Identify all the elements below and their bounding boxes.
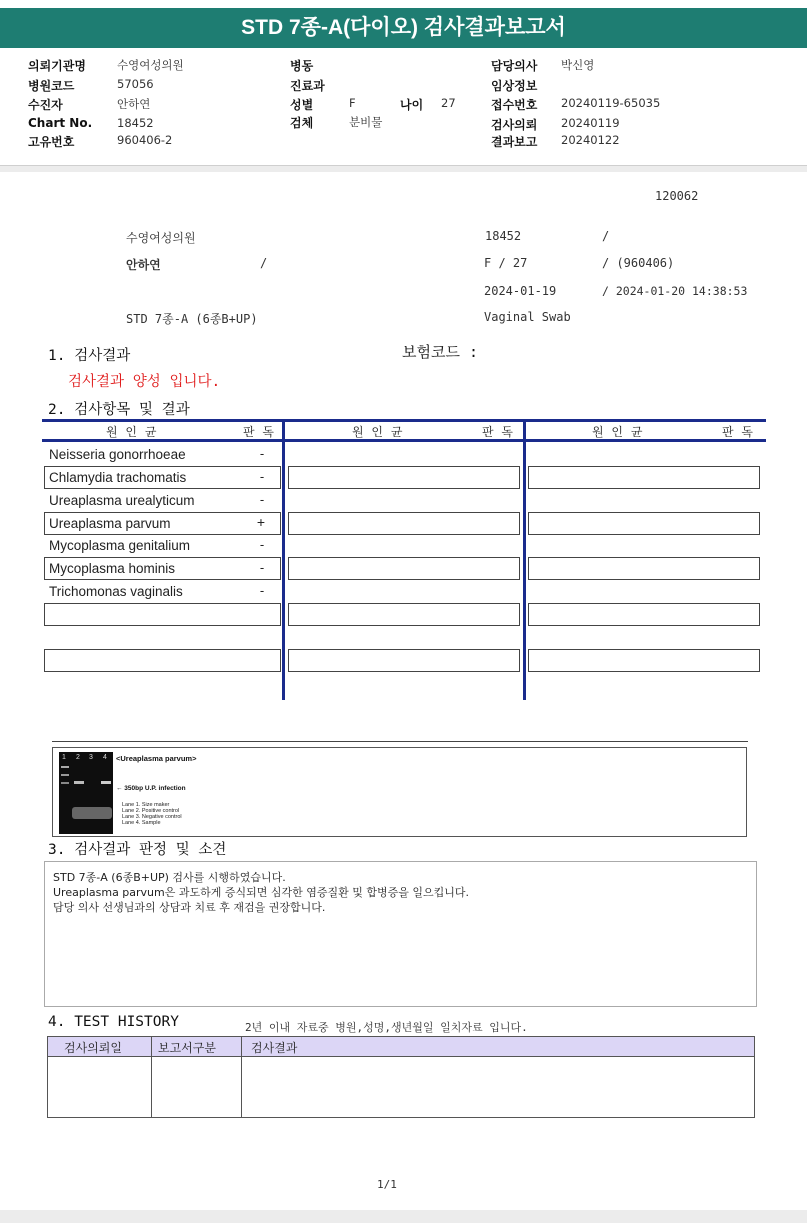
dept-label: 진료과	[290, 79, 325, 93]
opinion-box	[44, 861, 757, 1007]
receipt-value: 20240119-65035	[561, 96, 661, 110]
gel-legend-item: Lane 3. Negative control	[122, 814, 182, 820]
section-4-title: 4. TEST HISTORY	[48, 1014, 179, 1030]
doctor-value: 박신영	[561, 58, 595, 72]
doctor-label: 담당의사	[491, 59, 538, 73]
lane-label: 3	[89, 754, 93, 761]
specimen-value: 분비물	[349, 115, 383, 129]
history-note: 2년 이내 자료중 병원,성명,생년월일 일치자료 입니다.	[245, 1021, 528, 1034]
request-label: 검사의뢰	[491, 118, 538, 132]
history-col-result: 검사결과	[251, 1041, 298, 1055]
table-row-box	[288, 603, 520, 626]
table-row-box	[288, 649, 520, 672]
request-value: 20240119	[561, 116, 620, 130]
gel-band	[61, 766, 69, 768]
receipt-label: 접수번호	[491, 98, 538, 112]
col-pathogen-3: 원 인 균	[592, 425, 645, 439]
age-label: 나이	[400, 98, 424, 112]
table-row-box	[288, 466, 520, 489]
table-row-box	[528, 466, 760, 489]
report-date-label: 결과보고	[491, 135, 538, 149]
table-row-box	[44, 603, 281, 626]
pathogen-name: Neisseria gonorrhoeae	[49, 447, 186, 462]
history-col-report-type: 보고서구분	[158, 1041, 216, 1055]
pathogen-result: -	[259, 560, 265, 575]
opinion-line: STD 7종-A (6종B+UP) 검사를 시행하였습니다.	[53, 871, 286, 884]
report-test-name: STD 7종-A (6종B+UP)	[126, 312, 258, 326]
specimen-label: 검체	[290, 116, 314, 130]
pathogen-name-positive: Ureaplasma parvum	[49, 516, 171, 531]
table-divider-1	[282, 419, 285, 700]
report-chart-no: 18452	[485, 229, 522, 243]
pathogen-result: -	[259, 537, 265, 552]
gel-band	[61, 782, 69, 784]
patient-value: 안하연	[117, 97, 151, 111]
col-judgement-3: 판 독	[722, 425, 755, 439]
page-number: 1/1	[377, 1178, 397, 1191]
history-col-request-date: 검사의뢰일	[64, 1041, 122, 1055]
report-sex-age: F / 27	[484, 256, 528, 270]
unique-no-value: 960406-2	[117, 133, 173, 147]
bottom-separator	[0, 1210, 807, 1223]
history-col-divider	[151, 1037, 152, 1117]
chart-no-value: 18452	[117, 116, 154, 130]
gel-band	[74, 781, 84, 784]
report-date-value: 20240122	[561, 133, 620, 147]
result-summary: 검사결과 양성 입니다.	[68, 374, 221, 390]
section-2-title: 2. 검사항목 및 결과	[48, 402, 190, 418]
col-judgement-2: 판 독	[482, 425, 515, 439]
pathogen-result: -	[259, 583, 265, 598]
gel-legend-item: Lane 1. Size maker	[122, 802, 170, 808]
report-code: 120062	[655, 189, 699, 203]
pathogen-result: -	[259, 492, 265, 507]
history-table	[47, 1036, 755, 1118]
report-request-date: 2024-01-19	[484, 284, 557, 298]
table-row-box	[288, 557, 520, 580]
report-specimen: Vaginal Swab	[484, 310, 571, 324]
pathogen-name: Trichomonas vaginalis	[49, 584, 183, 599]
pathogen-name: Mycoplasma hominis	[49, 561, 176, 576]
pathogen-name: Chlamydia trachomatis	[49, 470, 187, 485]
sex-label: 성별	[290, 98, 314, 112]
patient-label: 수진자	[28, 98, 63, 112]
lane-label: 4	[103, 754, 107, 761]
report-institution: 수영여성의원	[126, 231, 196, 245]
history-col-divider	[241, 1037, 242, 1117]
table-divider-2	[523, 419, 526, 700]
table-row-box	[528, 557, 760, 580]
slash: /	[602, 229, 610, 243]
table-row-box	[44, 649, 281, 672]
col-pathogen-2: 원 인 균	[352, 425, 405, 439]
slash: /	[260, 256, 268, 270]
institution-value: 수영여성의원	[117, 58, 184, 72]
institution-label: 의뢰기관명	[28, 59, 86, 73]
report-birth: / (960406)	[602, 256, 675, 270]
table-row-box	[528, 649, 760, 672]
section-3-title: 3. 검사결과 판정 및 소견	[48, 842, 227, 858]
unique-no-label: 고유번호	[28, 135, 75, 149]
pathogen-result: -	[259, 446, 265, 461]
col-pathogen-1: 원 인 균	[106, 425, 159, 439]
col-judgement-1: 판 독	[243, 425, 276, 439]
gel-title: <Ureaplasma parvum>	[116, 754, 197, 763]
gel-band-label: ← 350bp U.P. infection	[116, 785, 186, 792]
pathogen-name: Ureaplasma urealyticum	[49, 493, 195, 508]
section-1-title: 1. 검사결과	[48, 348, 131, 364]
pathogen-name: Mycoplasma genitalium	[49, 538, 191, 553]
table-top-rule	[42, 419, 766, 422]
gel-primer-dimer	[72, 807, 112, 819]
chart-no-label: Chart No.	[28, 116, 93, 130]
report-result-datetime: / 2024-01-20 14:38:53	[602, 284, 748, 298]
gel-image	[59, 752, 113, 834]
report-page	[0, 172, 807, 1210]
hospital-code-label: 병원코드	[28, 79, 75, 93]
ward-label: 병동	[290, 59, 314, 73]
table-row-box	[528, 603, 760, 626]
gel-band	[101, 781, 111, 784]
pathogen-result: -	[259, 469, 265, 484]
table-row-box	[288, 512, 520, 535]
gel-band	[61, 774, 69, 776]
age-value: 27	[441, 96, 456, 110]
report-patient: 안하연	[126, 258, 161, 272]
sex-value: F	[349, 96, 356, 110]
insurance-code-label: 보험코드 :	[402, 343, 479, 361]
history-header-row	[48, 1037, 754, 1057]
lane-label: 2	[76, 754, 80, 761]
gel-legend-item: Lane 2. Positive control	[122, 808, 180, 814]
lane-label: 1	[62, 754, 66, 761]
gel-legend-item: Lane 4. Sample	[122, 820, 161, 826]
opinion-line: Ureaplasma parvum은 과도하게 증식되면 심각한 염증질환 및 합병증을 일으킵니다.	[53, 886, 469, 899]
report-title: STD 7종-A(다이오) 검사결과보고서	[0, 8, 807, 48]
table-row-box	[528, 512, 760, 535]
hospital-code-value: 57056	[117, 77, 154, 91]
clinical-label: 임상정보	[491, 79, 538, 93]
opinion-line: 담당 의사 선생님과의 상담과 치료 후 재검을 권장합니다.	[53, 901, 326, 914]
gel-top-rule	[52, 741, 748, 742]
patient-header	[0, 48, 807, 166]
pathogen-result-positive: +	[256, 514, 266, 530]
